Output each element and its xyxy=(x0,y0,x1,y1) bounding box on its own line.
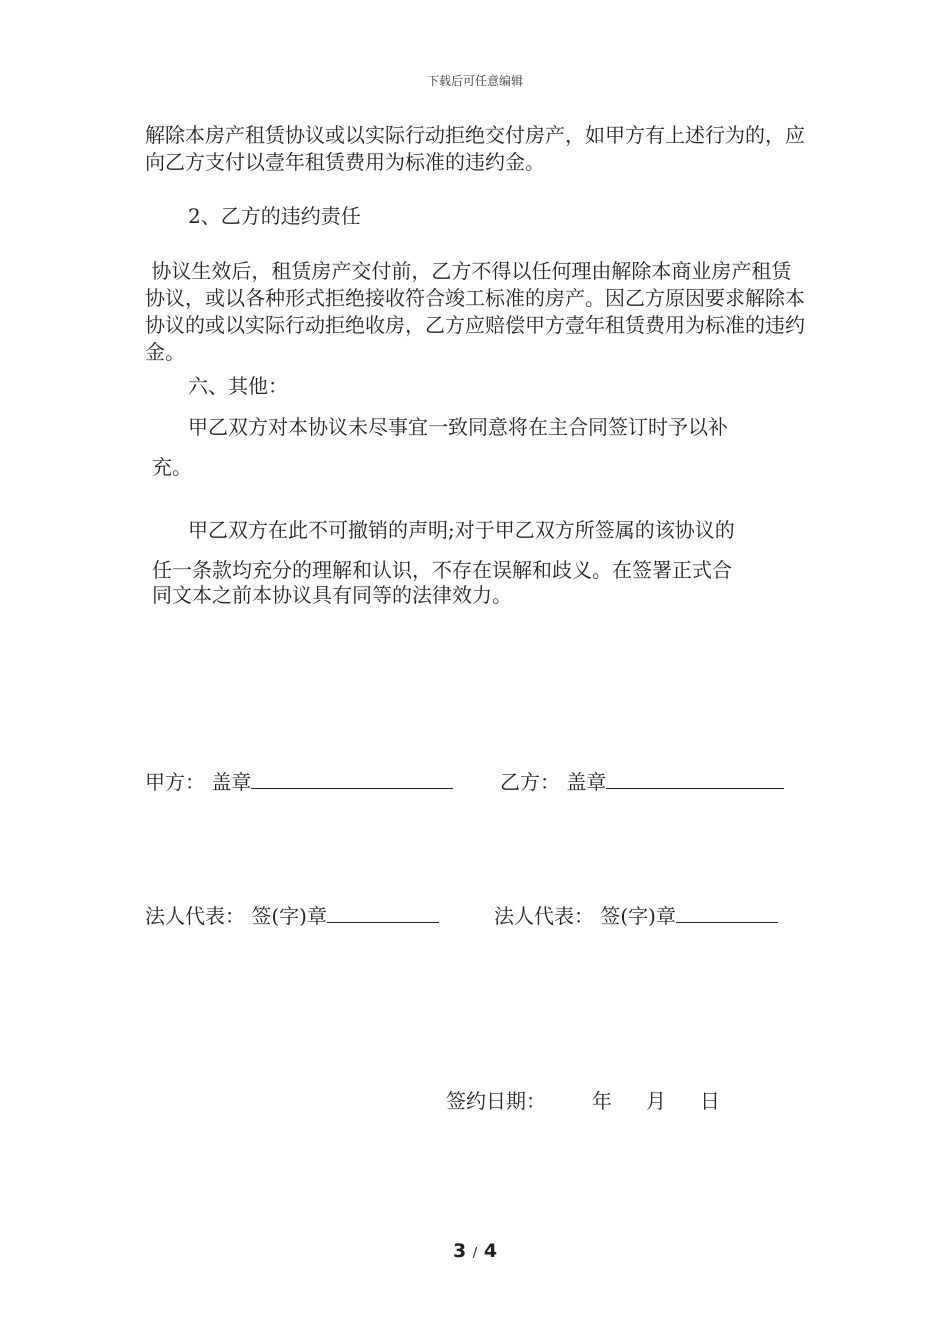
date-year: 年 xyxy=(592,1089,612,1113)
paragraph-breach-party-a: 解除本房产租赁协议或以实际行动拒绝交付房产，如甲方有上述行为的，应向乙方支付以壹年租赁费用为标准的违约金。 xyxy=(145,123,805,174)
heading-other: 六、其他： xyxy=(188,374,288,398)
rep-b-label: 法人代表： xyxy=(494,904,594,928)
page-header-note: 下载后可任意编辑 xyxy=(426,74,523,88)
party-b-seal-row xyxy=(500,768,784,796)
date-day: 日 xyxy=(700,1089,720,1113)
rep-a-sign-row xyxy=(145,902,439,930)
signing-date-label: 签约日期： xyxy=(446,1089,546,1113)
rep-a-sign-label: 签(字)章 xyxy=(251,904,327,928)
party-b-seal-label: 盖章 xyxy=(566,770,607,794)
party-a-seal-row xyxy=(145,768,453,796)
party-b-seal-line xyxy=(606,768,784,789)
paragraph-breach-party-b: 协议生效后，租赁房产交付前，乙方不得以任何理由解除本商业房产租赁协议，或以各种形式拒绝接收符合竣工标准的房产。因乙方原因要求解除本协议的或以实际行动拒绝收房，乙方应赔偿甲方壹年租赁费用为标准的违约金。 xyxy=(145,259,805,364)
heading-party-b-liability: 2、乙方的违约责任 xyxy=(188,204,361,228)
paragraph-supplement-line2: 充。 xyxy=(152,455,192,479)
party-a-seal-line xyxy=(251,768,453,789)
rep-b-sign-line xyxy=(676,902,778,923)
party-b-label: 乙方： xyxy=(500,770,560,794)
rep-b-sign-row xyxy=(494,902,778,930)
page-number-separator: / xyxy=(472,1246,478,1261)
paragraph-declaration-line1: 甲乙双方在此不可撤销的声明;对于甲乙双方所签属的该协议的 xyxy=(188,518,735,542)
rep-b-sign-label: 签(字)章 xyxy=(600,904,676,928)
party-a-seal-label: 盖章 xyxy=(211,770,252,794)
party-a-label: 甲方： xyxy=(145,770,205,794)
current-page-number: 3 xyxy=(452,1240,467,1262)
rep-a-sign-line xyxy=(327,902,439,923)
signing-date-row xyxy=(446,1088,720,1115)
paragraph-declaration-line3: 同文本之前本协议具有同等的法律效力。 xyxy=(152,583,512,607)
paragraph-declaration-line2: 任一条款均充分的理解和认识，不存在误解和歧义。在签署正式合 xyxy=(152,558,732,582)
paragraph-supplement-line1: 甲乙双方对本协议未尽事宜一致同意将在主合同签订时予以补 xyxy=(188,415,728,439)
date-month: 月 xyxy=(646,1089,666,1113)
rep-a-label: 法人代表： xyxy=(145,904,245,928)
page-number xyxy=(0,1240,950,1262)
total-page-count: 4 xyxy=(483,1240,498,1262)
